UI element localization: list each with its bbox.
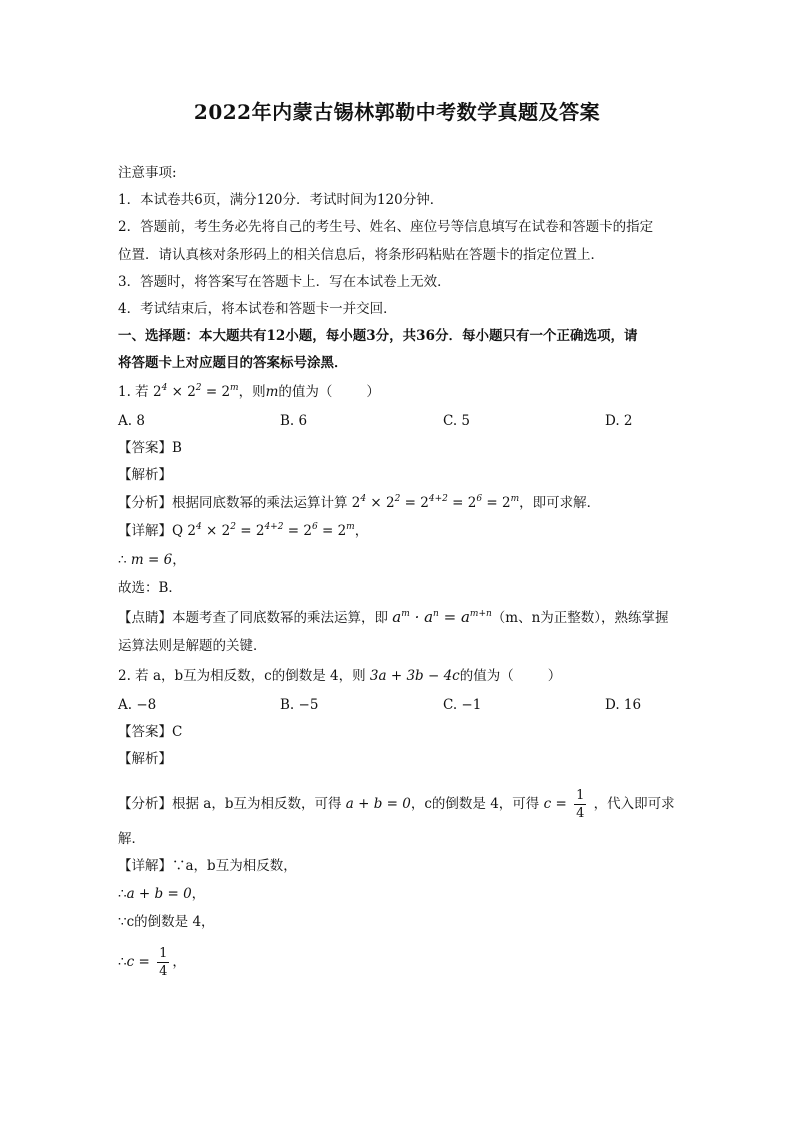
q1-dianjing <box>118 607 669 628</box>
fraction-one-quarter <box>157 945 169 980</box>
q2-fenxi-cont: 解． <box>118 831 145 847</box>
q1-var: m <box>265 384 279 400</box>
q2-option-c: C. −1 <box>443 697 482 713</box>
q2-prefix: 2. 若 a，b互为相反数，c的倒数是 4，则 <box>118 668 366 684</box>
frac-denominator: 4 <box>576 806 585 821</box>
q1-option-d: D. 2 <box>605 413 633 429</box>
q1-close: ） <box>366 384 380 400</box>
q2-option-b: B. −5 <box>280 697 319 713</box>
q1-option-c: C. 5 <box>443 413 471 429</box>
q1-fenxi-end: ，即可求解． <box>519 495 601 511</box>
q1-dianjing-cont: 运算法则是解题的关键． <box>118 638 267 654</box>
notice-heading: 注意事项: <box>118 165 177 181</box>
q1-xiangjie-comma: ， <box>354 523 369 539</box>
q1-option-b: B. 6 <box>280 413 308 429</box>
frac-numerator: 1 <box>159 946 168 961</box>
q2-answer: 【答案】C <box>118 724 183 740</box>
q1-dianjing-paren: （m、n为正整数），熟练掌握 <box>491 610 669 626</box>
q1-choose: 故选：B． <box>118 580 182 596</box>
q2-xiangjie <box>118 856 297 876</box>
notice-item-3: 3．答题时，将答案写在答题卡上．写在本试卷上无效． <box>118 274 451 290</box>
q2-xj-expr: a + b = 0 <box>126 886 192 902</box>
section-heading-cont: 将答题卡上对应题目的答案标号涂黑． <box>118 355 348 371</box>
q2-xj-comma: ， <box>191 886 206 902</box>
q1-answer: 【答案】B <box>118 440 182 456</box>
q2-expression: 3a + 3b − 4c <box>369 668 460 684</box>
question-2 <box>118 666 561 686</box>
q2-suffix: 的值为（ <box>459 668 514 684</box>
therefore-symbol: ∴ <box>118 886 127 902</box>
q2-xj-line2 <box>118 884 205 904</box>
q1-analysis: 【解析】 <box>118 467 172 483</box>
q2-fenxi-text1: 根据 a，b互为相反数，可得 <box>172 796 342 812</box>
q1-xiangjie-label: 【详解】 <box>118 523 172 539</box>
q2-fenxi-c: c = <box>543 796 567 812</box>
q2-fenxi <box>118 784 675 824</box>
q2-close: ） <box>547 668 562 684</box>
q1-xiangjie <box>118 521 368 541</box>
q1-fenxi <box>118 493 600 513</box>
q2-xj-comma2: ， <box>172 954 186 970</box>
q2-xj-line3: ∵c的倒数是 4， <box>118 914 215 930</box>
q1-dianjing-label: 【点睛】 <box>118 610 172 626</box>
q1-therefore-expr: m = 6 <box>130 552 173 568</box>
q2-fenxi-expr1: a + b = 0 <box>345 796 411 812</box>
q1-fenxi-label: 【分析】 <box>118 495 172 511</box>
q1-fenxi-expression: $2^4 \times 2^2 = 2^{4+2} = 2^6 = 2^m$ <box>351 494 520 511</box>
q2-xj-line4 <box>118 942 186 982</box>
q1-therefore-comma: ， <box>172 552 186 568</box>
frac-numerator: 1 <box>576 788 585 803</box>
q1-dianjing-text: 本题考查了同底数幂的乘法运算，即 <box>172 610 388 626</box>
q2-option-d: D. 16 <box>605 697 642 713</box>
q1-option-a: A. 8 <box>118 413 145 429</box>
page-title: 2022年内蒙古锡林郭勒中考数学真题及答案 <box>193 100 601 124</box>
notice-item-4: 4．考试结束后，将本试卷和答题卡一并交回． <box>118 301 397 317</box>
notice-item-2: 2．答题前，考生务必先将自己的考生号、姓名、座位号等信息填写在试卷和答题卡的指定 <box>118 219 654 235</box>
fraction-one-quarter <box>574 787 586 822</box>
q1-prefix: 1. 若 <box>118 384 149 400</box>
q1-fenxi-text: 根据同底数幂的乘法运算计算 <box>172 495 348 511</box>
section-heading: 一、选择题：本大题共有12小题，每小题3分，共36分．每小题只有一个正确选项，请 <box>118 328 638 344</box>
frac-denominator: 4 <box>159 964 168 979</box>
q2-fenxi-label: 【分析】 <box>118 796 172 812</box>
q2-xj-c: c = <box>126 954 150 970</box>
q1-dianjing-expression: $a^m \cdot a^n = a^{m+n}$ <box>392 608 492 626</box>
q2-option-a: A. −8 <box>118 697 157 713</box>
q1-therefore <box>118 550 186 570</box>
therefore-symbol: ∴ <box>118 552 127 568</box>
q1-suffix: ，则 <box>238 384 266 400</box>
question-1 <box>118 382 380 402</box>
q2-fenxi-text2: ，c的倒数是 4，可得 <box>410 796 540 812</box>
q2-xj-label: 【详解】 <box>118 858 172 874</box>
q1-suffix2: 的值为（ <box>278 384 333 400</box>
q2-xj-line1: ∵a，b互为相反数， <box>172 858 297 874</box>
q1-xiangjie-q: Q $2^4 \times 2^2 = 2^{4+2} = 2^6 = 2^m$ <box>172 522 355 539</box>
notice-item-2-cont: 位置．请认真核对条形码上的相关信息后，将条形码粘贴在答题卡的指定位置上． <box>118 247 604 263</box>
q1-expression: $2^4 \times 2^2 = 2^m$ <box>152 383 239 400</box>
q2-analysis: 【解析】 <box>118 751 172 767</box>
q2-fenxi-text3: ，代入即可求 <box>593 796 675 812</box>
notice-item-1: 1．本试卷共6页，满分120分．考试时间为120分钟． <box>118 192 444 208</box>
therefore-symbol: ∴ <box>118 954 127 970</box>
